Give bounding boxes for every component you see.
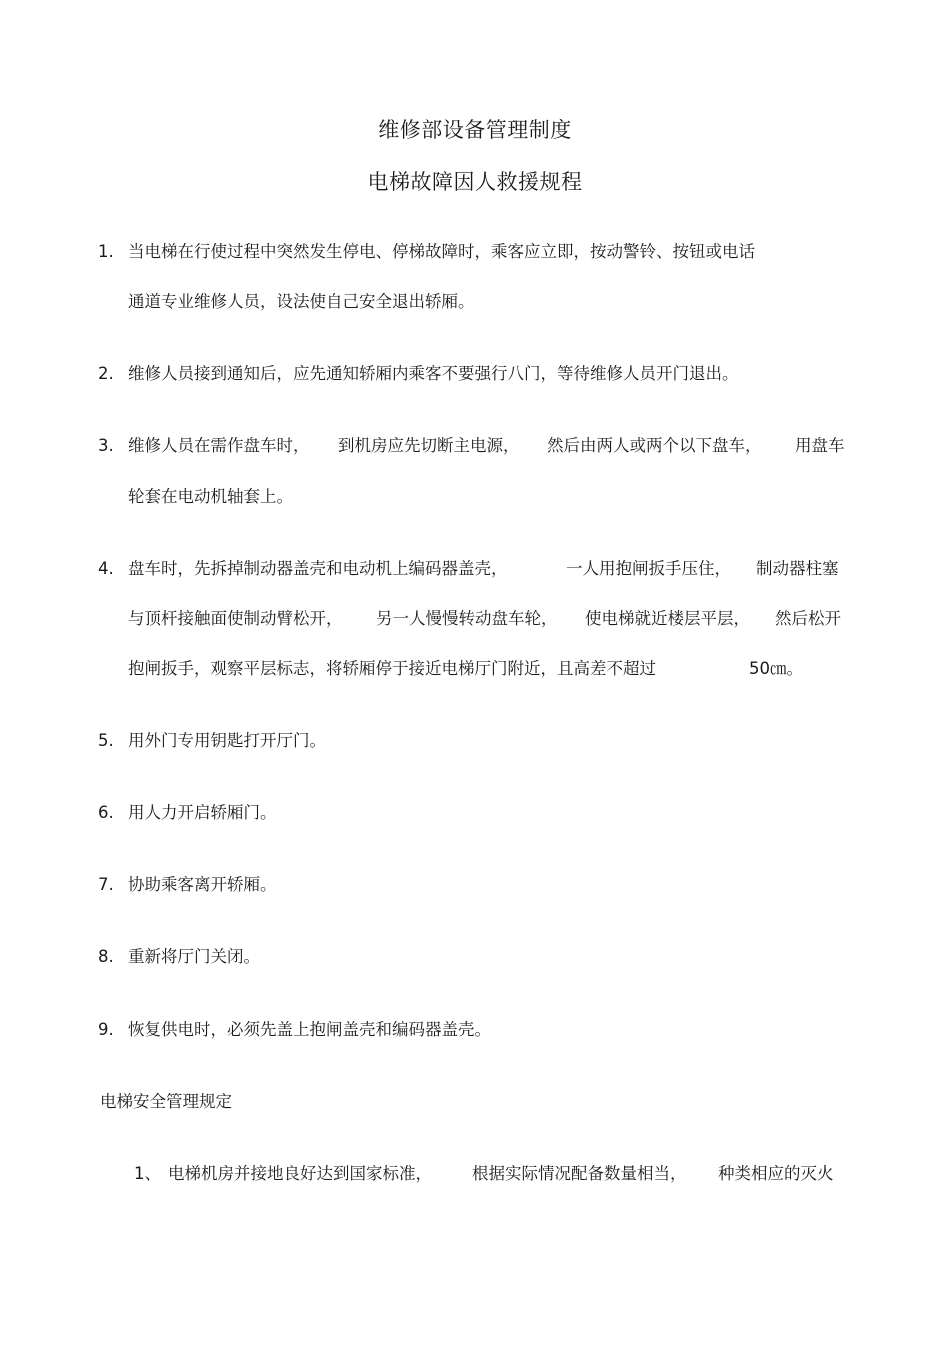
item-text: 种类相应的灭火 [718, 1164, 834, 1183]
item-text: 另一人慢慢转动盘车轮， [376, 609, 558, 628]
item-text: 轮套在电动机轴套上。 [128, 487, 293, 506]
item-text: 然后由两人或两个以下盘车， [547, 436, 762, 455]
item-text: 然后松开 [775, 609, 841, 628]
item-number: 2. [98, 364, 114, 383]
item-text: 协助乘客离开轿厢。 [128, 875, 277, 894]
item-text: 维修人员接到通知后，应先通知轿厢内乘客不要强行八门，等待维修人员开门退出。 [128, 364, 739, 383]
item-text: 盘车时，先拆掉制动器盖壳和电动机上编码器盖壳， [128, 559, 508, 578]
item-text: 到机房应先切断主电源， [338, 436, 520, 455]
item-number: 6. [98, 803, 114, 822]
item-text: 用外门专用钥匙打开厅门。 [128, 731, 326, 750]
document-subtitle: 电梯故障因人救援规程 [367, 170, 583, 194]
item-number: 9. [98, 1020, 114, 1039]
item-number: 5. [98, 731, 114, 750]
item-number: 3. [98, 436, 114, 455]
item-text: 维修人员在需作盘车时， [128, 436, 310, 455]
section-heading: 电梯安全管理规定 [100, 1092, 232, 1111]
item-number: 1、 [134, 1164, 161, 1183]
item-text: 用人力开启轿厢门。 [128, 803, 277, 822]
item-text: 当电梯在行使过程中突然发生停电、停梯故障时，乘客应立即，按动警铃、按钮或电话 [128, 242, 755, 261]
item-text: 根据实际情况配备数量相当， [472, 1164, 687, 1183]
item-text: 与顶杆接触面使制动臂松开， [128, 609, 343, 628]
item-text: 电梯机房并接地良好达到国家标准， [168, 1164, 432, 1183]
item-text: 用盘车 [795, 436, 845, 455]
item-text: 制动器柱塞 [756, 559, 839, 578]
item-number: 8. [98, 947, 114, 966]
item-text: 一人用抱闸扳手压住， [566, 559, 731, 578]
item-text: 恢复供电时，必须先盖上抱闸盖壳和编码器盖壳。 [128, 1020, 491, 1039]
item-text: 抱闸扳手，观察平层标志，将轿厢停于接近电梯厅门附近，且高差不超过 [128, 659, 656, 678]
item-text: 使电梯就近楼层平层， [585, 609, 750, 628]
document-title: 维修部设备管理制度 [378, 118, 572, 142]
item-number: 7. [98, 875, 114, 894]
item-number: 1. [98, 242, 114, 261]
item-text: 重新将厅门关闭。 [128, 947, 260, 966]
item-number: 4. [98, 559, 114, 578]
item-text: 50㎝。 [749, 659, 803, 678]
item-text: 通道专业维修人员，设法使自己安全退出轿厢。 [128, 292, 475, 311]
